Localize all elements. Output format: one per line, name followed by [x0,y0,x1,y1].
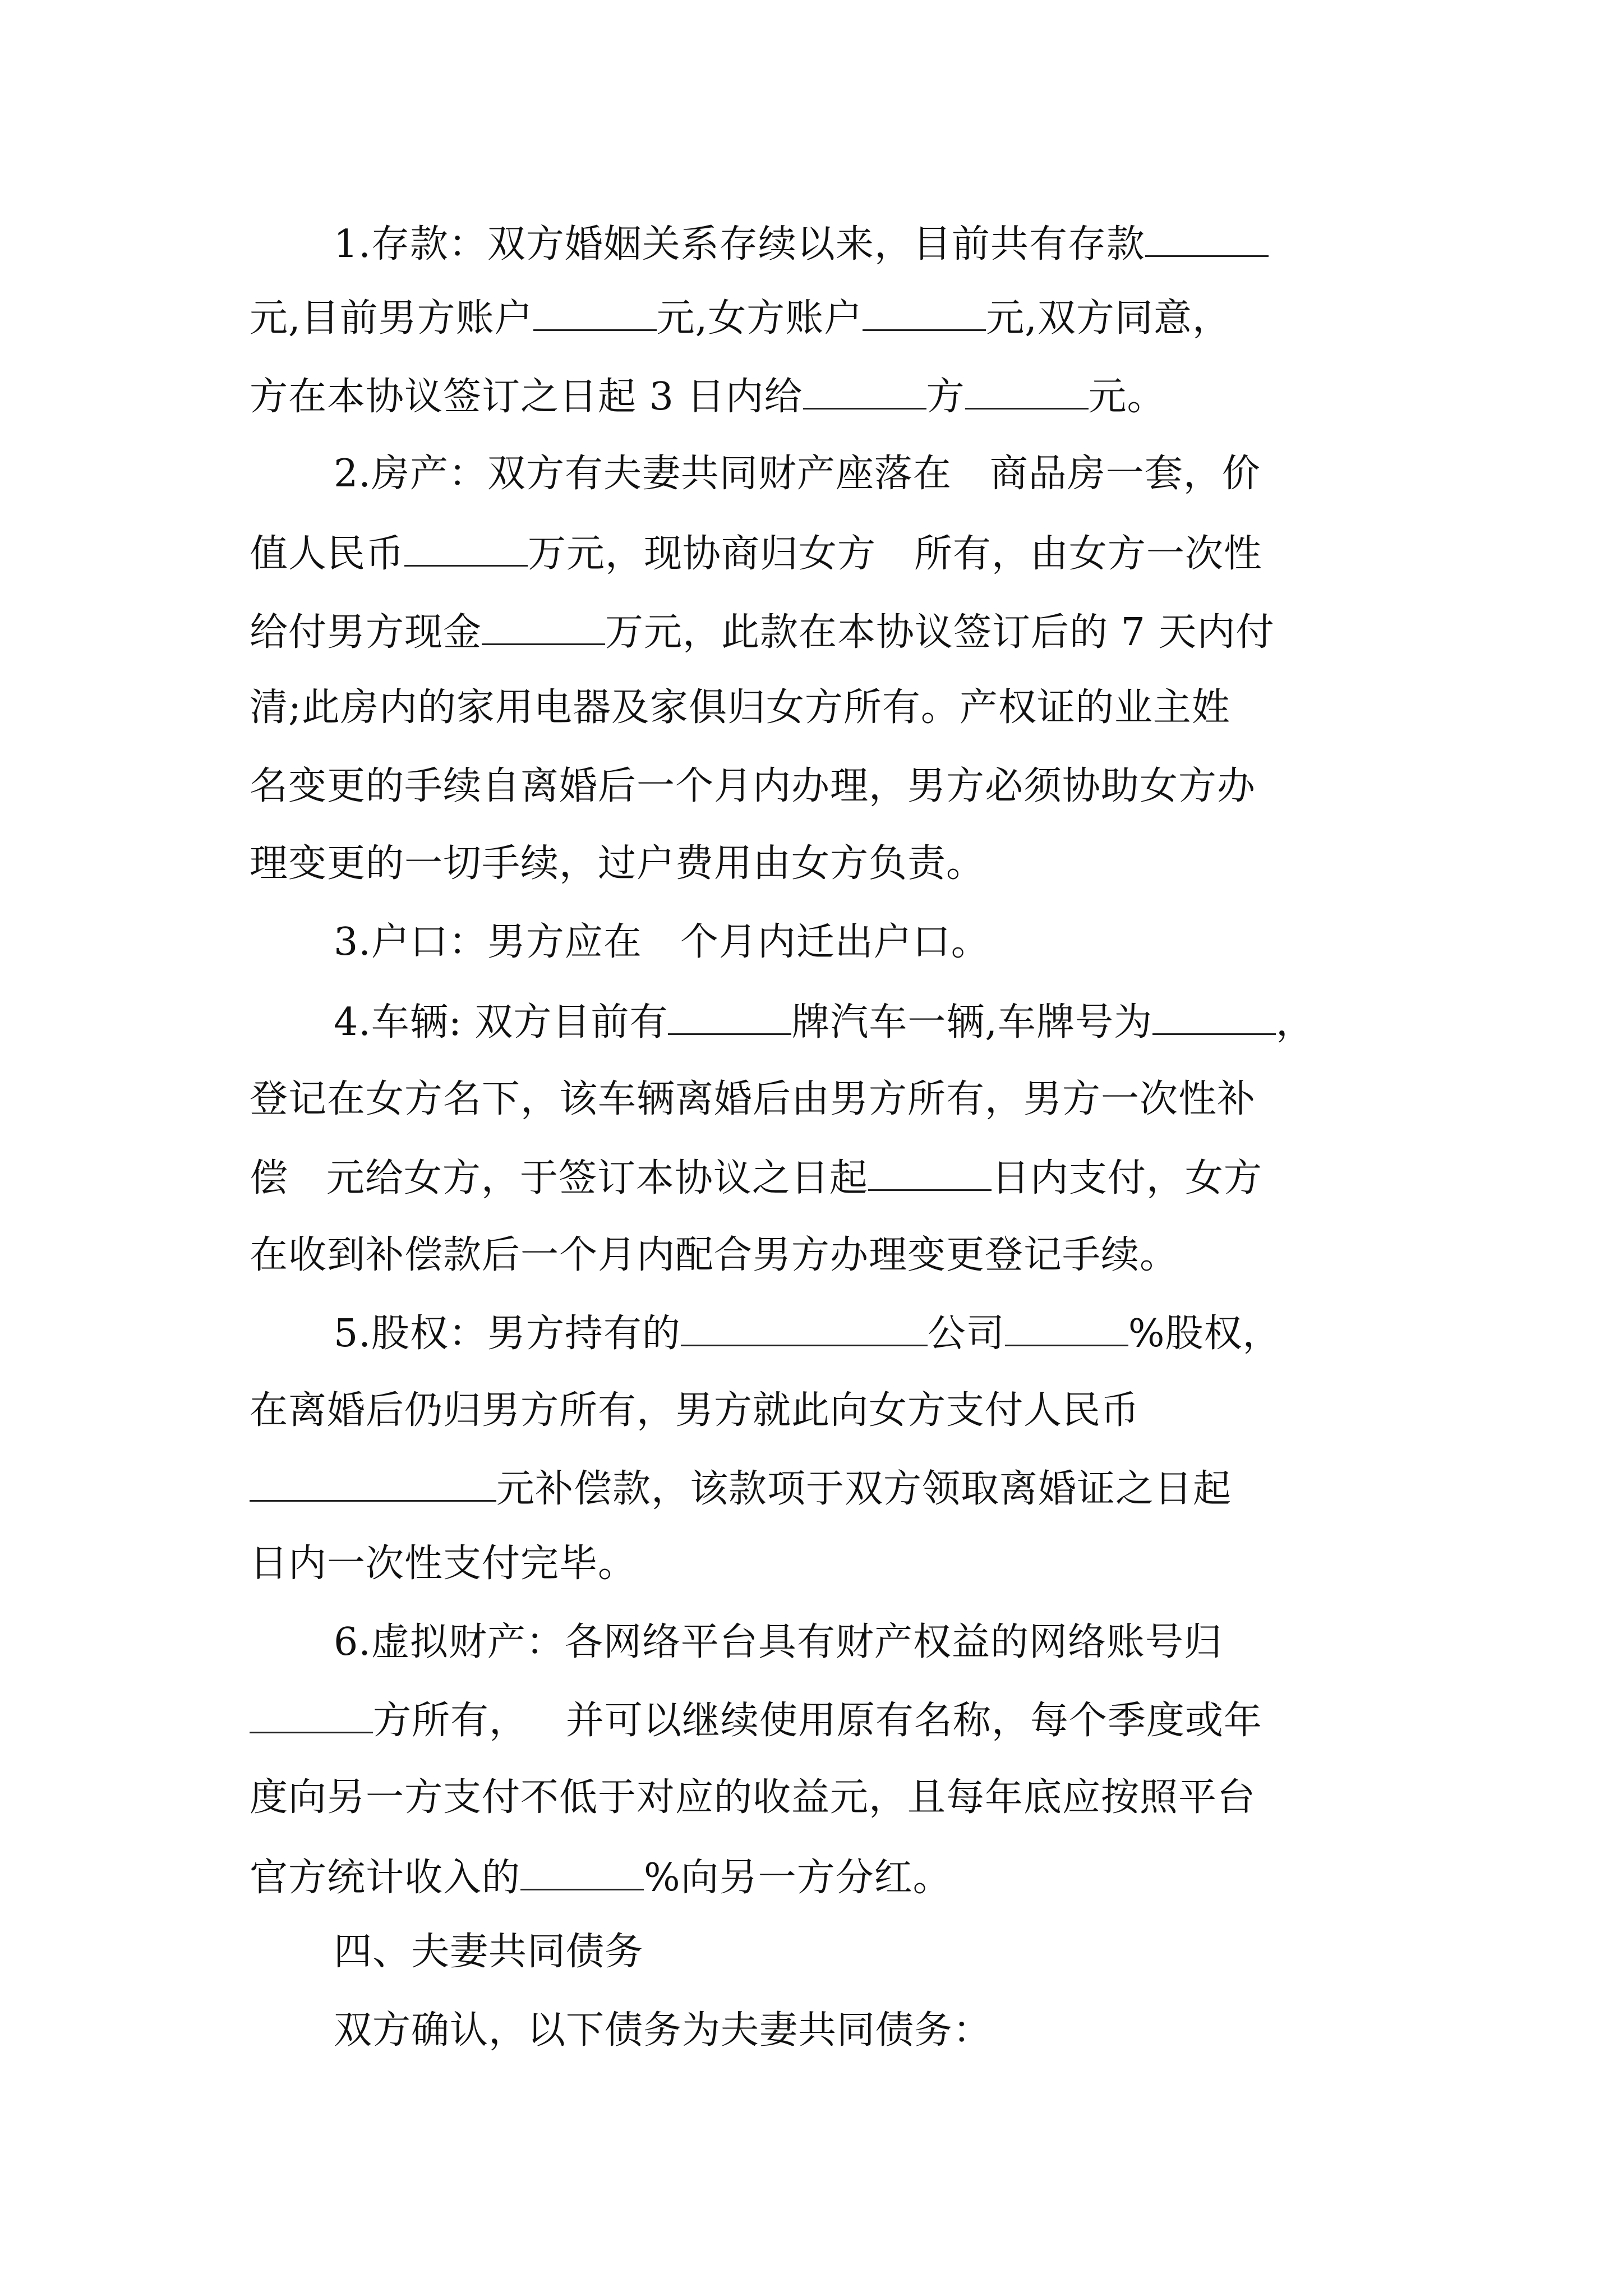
text-segment: 万元，现协商归女方 所有，由女方一次性 [528,532,1262,576]
fill-in-blank [965,373,1089,409]
text-segment: 在收到补偿款后一个月内配合男方办理变更登记手续。 [250,1233,1179,1277]
text-segment: 值人民币 [250,532,405,576]
paragraph-line [334,220,1269,265]
fill-in-blank [668,999,791,1035]
text-segment: 清;此房内的家用电器及家俱归女方所有。产权证的业主姓 [250,685,1230,730]
fill-in-blank [482,609,605,645]
paragraph-line [250,609,1275,654]
text-segment: 万元，此款在本协议签订后的 7 天内付 [605,610,1275,655]
fill-in-blank [533,295,657,331]
paragraph-line [250,764,1256,809]
paragraph-line [250,373,1166,418]
paragraph-line [334,452,1261,496]
text-segment: %向另一方分红。 [644,1856,952,1900]
paragraph-line [334,1620,1223,1665]
text-segment: 元,目前男方账户 [250,296,533,341]
paragraph-line [334,999,1315,1043]
text-segment: 在离婚后仍归男方所有，男方就此向女方支付人民币 [250,1388,1140,1433]
paragraph-line [334,1310,1281,1355]
paragraph-line [250,1697,1262,1742]
text-segment: 方所有， 并可以继续使用原有名称，每个季度或年 [373,1699,1262,1743]
fill-in-blank [1145,220,1269,257]
paragraph-line [250,1775,1256,1820]
text-segment: 5.股权：男方持有的 [334,1312,681,1356]
fill-in-blank [803,373,926,409]
paragraph-line [250,685,1230,730]
text-segment: 2.房产：双方有夫妻共同财产座落在 商品房一套，价 [334,452,1261,496]
text-segment: 元。 [1088,375,1166,419]
fill-in-blank [863,295,986,331]
text-segment: 双方确认，以下债务为夫妻共同债务： [334,2008,992,2053]
text-segment: 登记在女方名下，该车辆离婚后由男方所有，男方一次性补 [250,1077,1256,1121]
text-segment: 元,女方账户 [656,296,863,341]
paragraph-line [250,1077,1256,1122]
text-segment: 偿 元给女方，于签订本协议之日起 [250,1156,868,1200]
fill-in-blank [1005,1310,1128,1346]
fill-in-blank [404,530,528,567]
text-segment: 牌汽车一辆,车牌号为 [791,1000,1153,1045]
paragraph-line [250,1154,1262,1199]
paragraph-line [250,841,985,886]
text-segment: 1.存款：双方婚姻关系存续以来，目前共有存款 [334,222,1145,266]
text-segment: 3.户口：男方应在 个月内迁出户口。 [334,920,990,964]
fill-in-blank [681,1310,928,1346]
text-segment: 方在本协议签订之日起 3 日内给 [250,375,803,419]
paragraph-line [334,920,990,965]
text-segment: 日内支付，女方 [991,1156,1262,1200]
text-segment: 元,双方同意， [986,296,1231,341]
paragraph-line [250,530,1262,575]
paragraph-line [250,1465,1232,1510]
text-segment: 名变更的手续自离婚后一个月内办理，男方必须协助女方办 [250,764,1256,808]
text-segment: 给付男方现金 [250,610,482,655]
text-segment: ， [1276,1000,1315,1045]
text-segment: 元补偿款，该款项于双方领取离婚证之日起 [496,1467,1232,1511]
fill-in-blank [250,1697,373,1733]
text-segment: 四、夫妻共同债务 [334,1930,644,1974]
fill-in-blank [868,1154,992,1191]
text-segment: 日内一次性支付完毕。 [250,1542,637,1586]
text-segment: 官方统计收入的 [250,1856,521,1900]
paragraph-line [250,1388,1140,1433]
text-segment: 理变更的一切手续，过户费用由女方负责。 [250,841,985,886]
paragraph-line [334,2008,992,2053]
text-segment: 公司 [927,1312,1005,1356]
text-segment: %股权， [1128,1312,1281,1356]
paragraph-line [334,1930,643,1975]
text-segment: 4.车辆: 双方目前有 [334,1000,668,1045]
fill-in-blank [250,1465,496,1502]
paragraph-line [250,1854,952,1899]
fill-in-blank [1152,999,1276,1035]
paragraph-line [250,1542,637,1586]
paragraph-line [250,295,1231,339]
text-segment: 6.虚拟财产：各网络平台具有财产权益的网络账号归 [334,1620,1223,1664]
fill-in-blank [520,1854,644,1890]
text-segment: 度向另一方支付不低于对应的收益元，且每年底应按照平台 [250,1775,1256,1820]
text-segment: 方 [926,375,965,419]
paragraph-line [250,1233,1178,1278]
